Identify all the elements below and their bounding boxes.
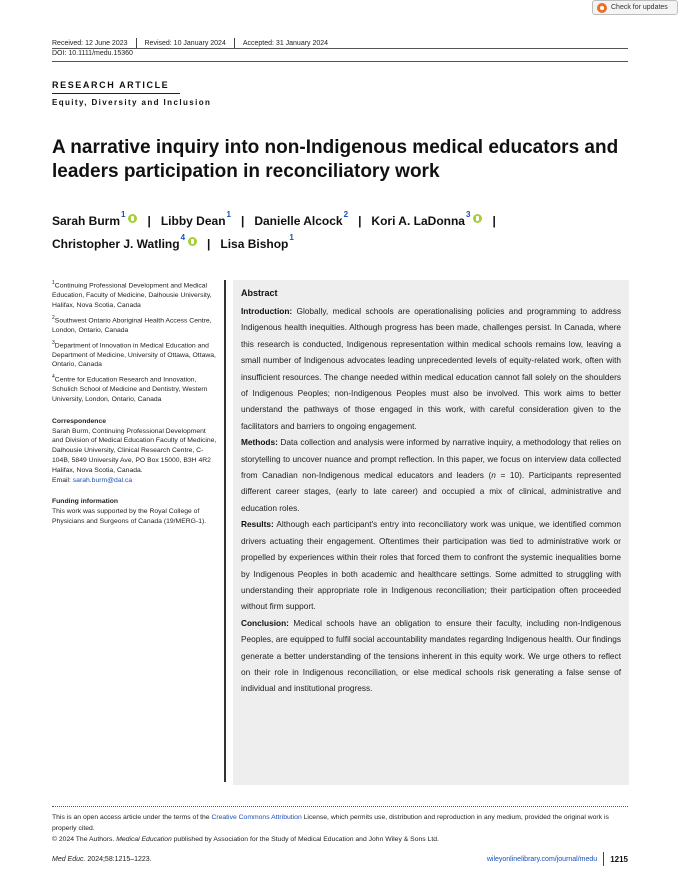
author-separator: | <box>207 237 211 251</box>
revised-date: Revised: 10 January 2024 <box>144 40 226 47</box>
affiliation: $^1$Continuing Professional Development and Medical Education, Faculty of Medicine, Dalhousie University, Halifax, Nova Scotia, Canada <box>52 280 212 309</box>
funding-heading: Funding information <box>52 498 119 506</box>
author-name: Lisa Bishop <box>220 237 289 251</box>
author-separator: | <box>240 214 245 228</box>
author-name: Libby Dean <box>160 214 226 228</box>
funding-text: This work was supported by the Royal College of Physicians and Surgeons of Canada (19/MERG-1). <box>52 508 207 525</box>
author[interactable] <box>371 210 482 233</box>
abstract-introduction: Introduction: Globally, medical schools are operationalising policies and programming to address Indigenous health inequities. Although progress has been made, challenges persist. In Canada, where this research is conducted, Indigenous representation within medical schools remains low, leaving a small number of Indigenous advocates leading unprecedented levels of equity-related work, often with insufficient resources. The change needed within medical education cannot fall solely on the shoulders of Indigenous Peoples; non-Indigenous Peoples must also be involved. This work aims to better understand the pathways of those engaged in this work, with careful consideration given to the facilitators and barriers to ongoing engagement. <box>241 306 621 431</box>
author-list <box>52 210 632 256</box>
affiliation: $^4$Centre for Education Research and Innovation, Schulich School of Medicine and Dentistry, Western University, London, Ontario, Canada <box>52 374 208 404</box>
check-for-updates-label: Check for updates <box>611 4 668 11</box>
subject-category: Equity, Diversity and Inclusion <box>52 98 212 107</box>
article-type-rule <box>52 93 180 94</box>
footer-right <box>487 852 628 866</box>
affiliation-marker[interactable]: 4 <box>180 233 186 242</box>
column-divider <box>224 280 226 782</box>
abstract-box <box>233 280 629 785</box>
footer-divider <box>52 806 628 807</box>
orcid-icon[interactable] <box>128 214 137 223</box>
orcid-icon[interactable] <box>188 237 197 246</box>
article-type: RESEARCH ARTICLE <box>52 80 170 90</box>
dates-rule <box>52 48 628 49</box>
affiliation-marker[interactable]: 3 <box>465 210 471 219</box>
correspondence-text: Sarah Burm, Continuing Professional Development and Division of Medical Education Faculty of Medicine, Dalhousie University, Clinical Research Centre, C-104B, 5849 University Ave, PO Box 15000, B3H 4R2 Halifax, Nova Scotia, Canada. Email: sarah.burm@dal.ca <box>52 427 217 484</box>
affiliations-column <box>52 279 218 527</box>
journal-url-link[interactable]: wileyonlinelibrary.com/journal/medu <box>486 855 598 863</box>
article-title: A narrative inquiry into non-Indigenous medical educators and leaders participation in reconciliatory work <box>52 137 619 182</box>
received-date: Received: 12 June 2023 <box>52 40 128 47</box>
author[interactable] <box>52 233 197 256</box>
citation: Med Educ. 2024;58:1215–1223. <box>52 856 152 863</box>
author[interactable] <box>52 210 137 233</box>
abstract-results: Results: Although each participant's entry into reconciliatory work was unique, we identified common drivers actuating their engagement. Oftentimes their participation was tied to administrative work or propelled by experiences within their roles that forced them to confront the systemic inequalities borne by Indigenous Peoples in both academic and healthcare settings. Some admitted to struggling with understanding their appropriate role in Indigenous reconciliation; their participation often proceeded without firm support. <box>241 519 621 612</box>
footer-divider-bar <box>603 852 604 866</box>
author-separator: | <box>358 214 362 228</box>
accepted-date: Accepted: 31 January 2024 <box>242 40 329 47</box>
author-name: Christopher J. Watling <box>52 237 180 251</box>
doi-rule <box>52 61 628 62</box>
author[interactable] <box>220 233 293 256</box>
author-separator: | <box>492 214 496 228</box>
license-note: This is an open access article under the terms of the Creative Commons Attribution License, which permits use, distribution and reproduction in any medium, provided the original work is properly cited. © 2024 The Authors. Medical Education published by Association for the Study of Medical Education and John Wiley & Sons Ltd. <box>52 814 609 843</box>
affiliation-marker[interactable]: 2 <box>343 210 349 219</box>
check-for-updates-button[interactable] <box>592 0 678 15</box>
abstract-conclusion: Conclusion: Medical schools have an obligation to ensure their faculty, including non-Indigenous Peoples, are equipped to fulfil social accountability mandates regarding Indigenous health. Our findings generate a better understanding of the tensions inherent in this equity work. We urge others to reflect on their role in Indigenous reconciliation, or else medical schools risk generating a false sense of individual and institutional progress. <box>241 617 621 694</box>
cc-license-link[interactable]: Creative Commons Attribution <box>211 814 302 821</box>
abstract-heading: Abstract <box>241 288 278 298</box>
affiliation-marker[interactable]: 1 <box>289 233 294 242</box>
affiliation-marker[interactable]: 1 <box>226 210 231 219</box>
doi: DOI: 10.1111/medu.15360 <box>52 50 133 57</box>
author-name: Kori A. LaDonna <box>371 214 465 228</box>
email-label: Email: <box>52 476 71 484</box>
orcid-icon[interactable] <box>473 214 482 223</box>
affiliation: $^2$Southwest Ontario Aboriginal Health Access Centre, London, Ontario, Canada <box>52 314 212 334</box>
author-separator: | <box>147 214 151 228</box>
crossmark-icon <box>597 3 607 13</box>
author-name: Sarah Burm <box>52 214 121 228</box>
affiliation-marker[interactable]: 1 <box>121 210 126 219</box>
affiliation: $^3$Department of Innovation in Medical Education and Department of Medicine, University of Ottawa, Ottawa, Ontario, Canada <box>52 339 216 369</box>
author-name: Danielle Alcock <box>254 214 343 228</box>
author[interactable] <box>161 210 231 233</box>
author[interactable] <box>254 210 348 233</box>
email-link[interactable]: sarah.burm@dal.ca <box>72 476 133 484</box>
correspondence-heading: Correspondence <box>52 417 107 425</box>
page-number: 1215 <box>610 854 628 864</box>
abstract-methods: Methods: Data collection and analysis were informed by narrative inquiry, a methodology that relies on storytelling to uncover nuance and prompt reflection. In this paper, we focus on interview data collected from Canadian non-Indigenous medical educators and leaders (n = 10). Participants represented different career stages, (early to late career) and occupied a mix of clinical, administrative and education roles. <box>241 437 621 513</box>
